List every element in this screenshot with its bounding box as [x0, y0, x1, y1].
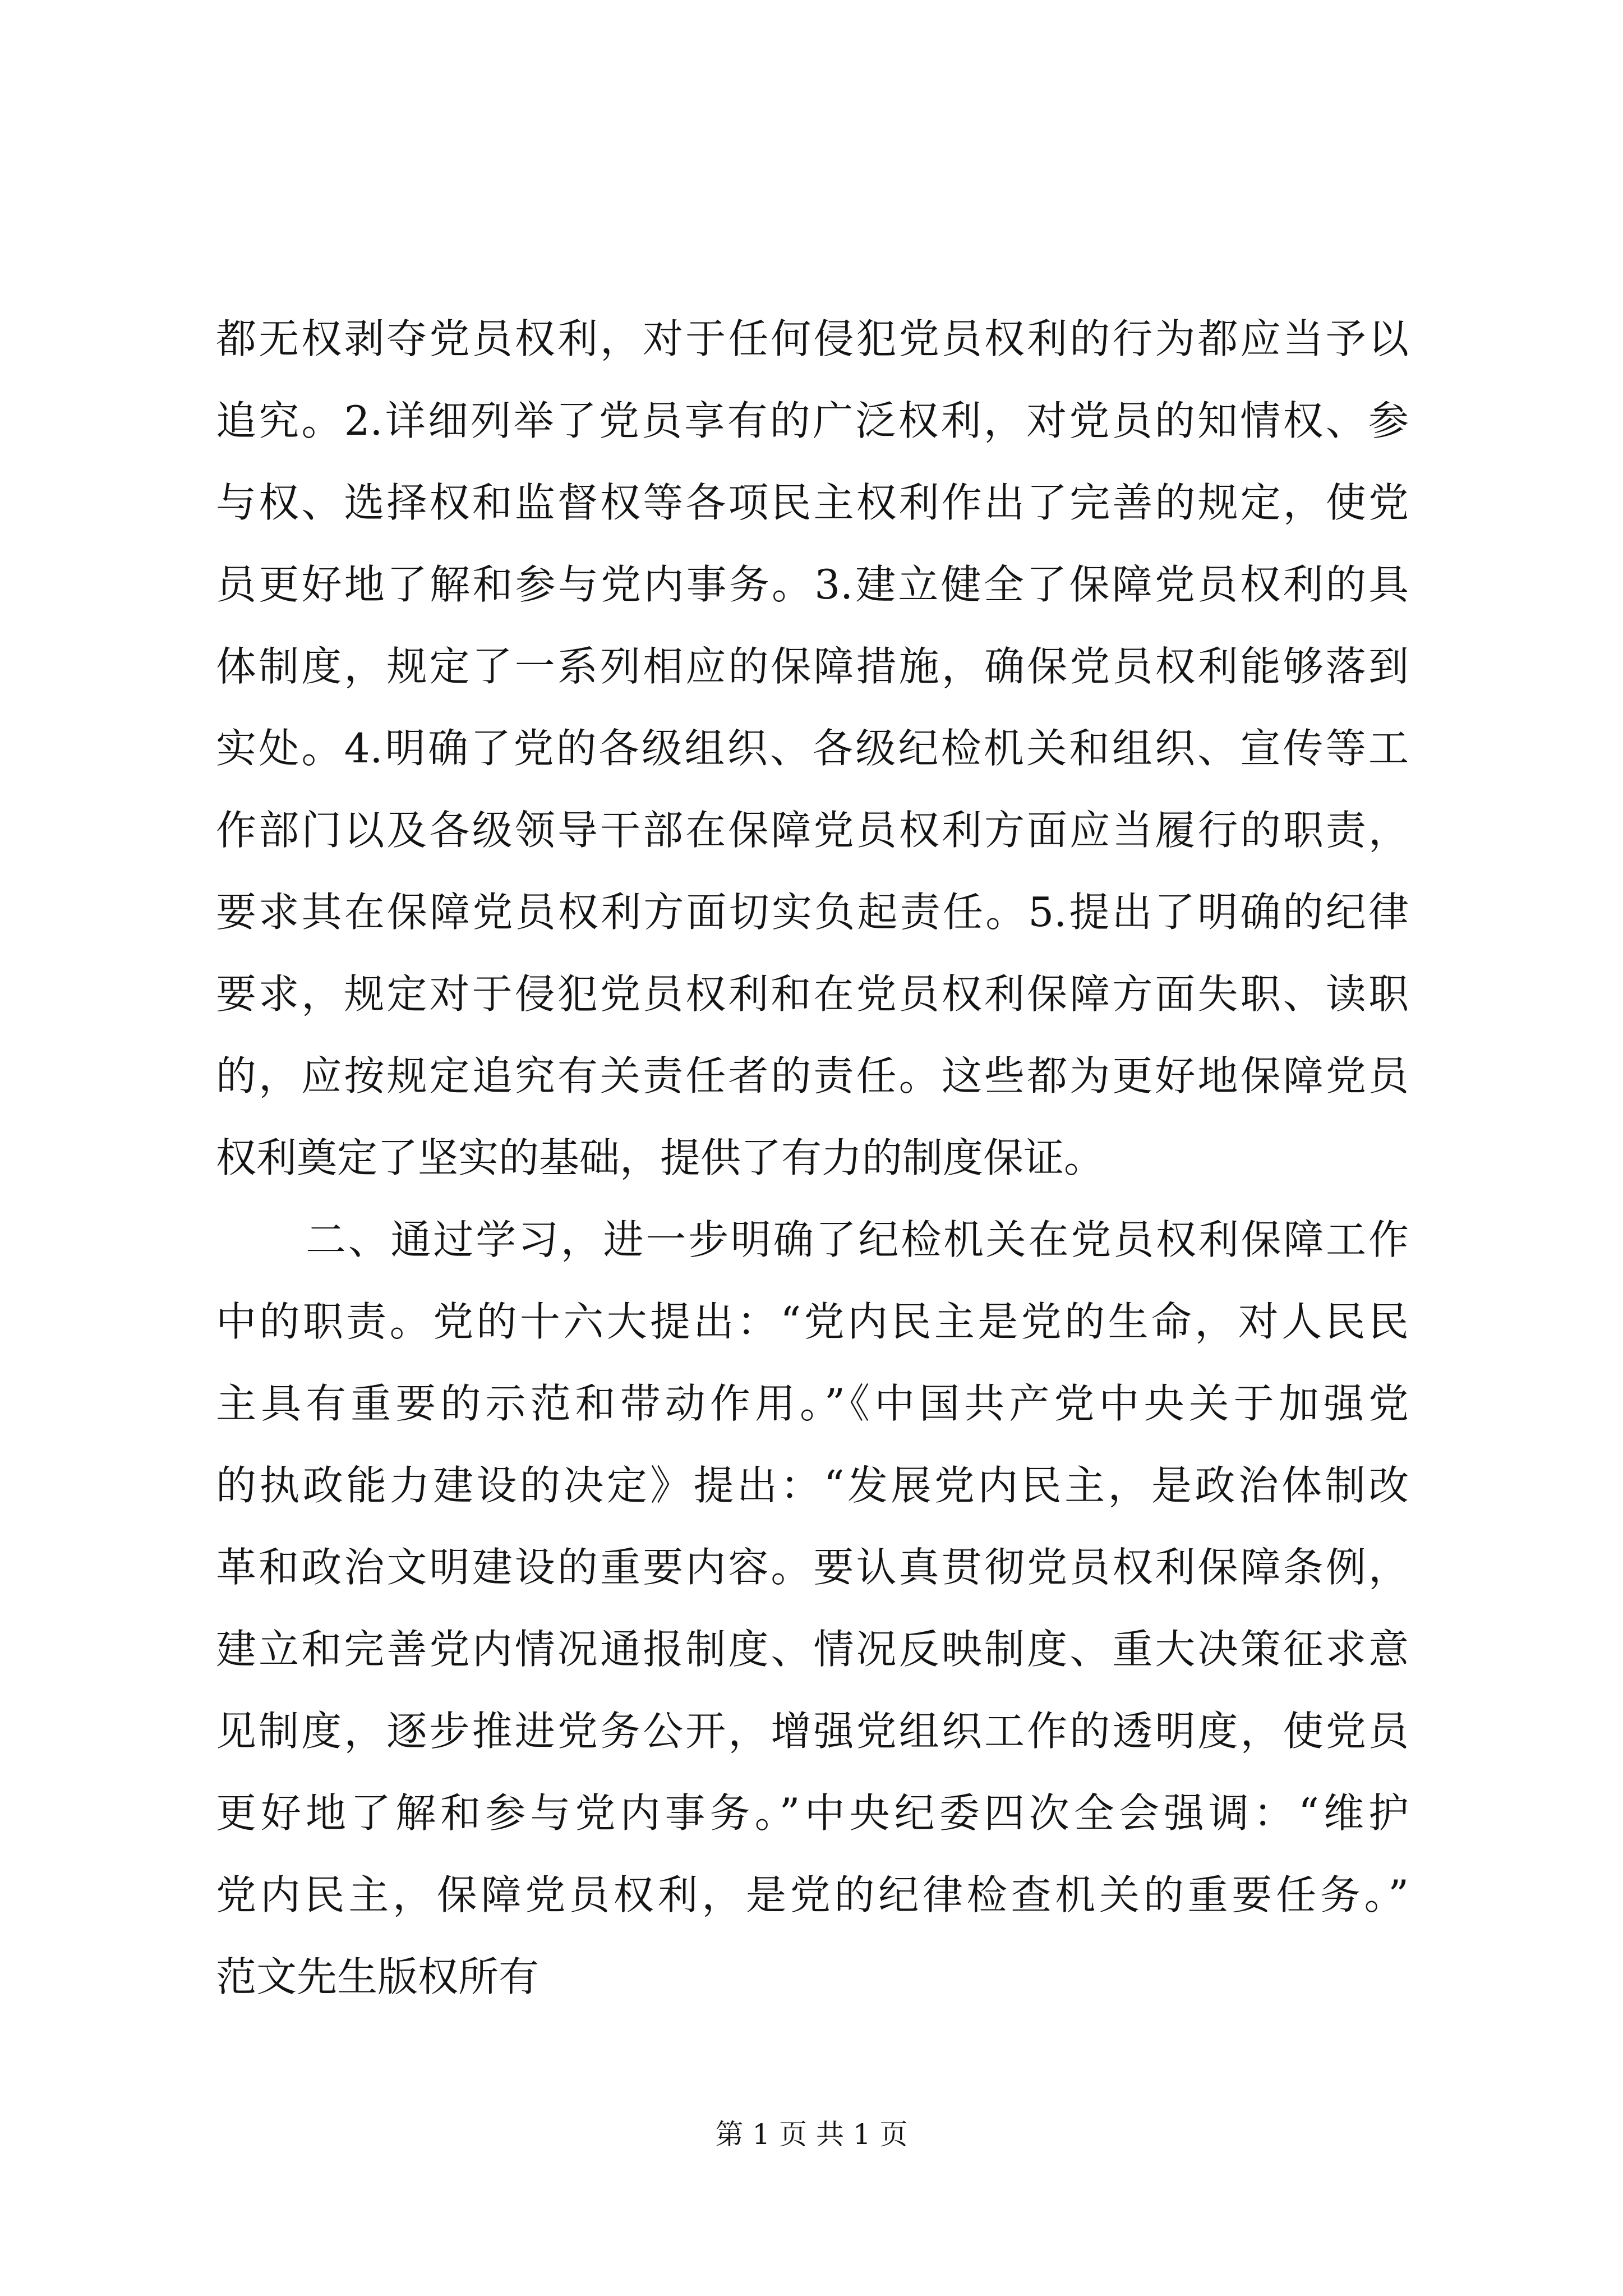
- text-line: 作部门以及各级领导干部在保障党员权利方面应当履行的职责，: [216, 807, 1409, 854]
- text-line: 中的职责。党的十六大提出：“党内民主是党的生命，对人民民: [216, 1298, 1409, 1345]
- text-line: 要求其在保障党员权利方面切实负起责任。5.提出了明确的纪律: [216, 889, 1409, 936]
- text-line: 的，应按规定追究有关责任者的责任。这些都为更好地保障党员: [216, 1052, 1409, 1099]
- paragraph-1: [216, 298, 1409, 1199]
- body-text: [216, 298, 1409, 2018]
- text-line: 范文先生版权所有: [216, 1953, 540, 2000]
- paragraph-2: [216, 1199, 1409, 2018]
- text-line: 更好地了解和参与党内事务。”中央纪委四次全会强调：“维护: [216, 1789, 1409, 1837]
- text-line: 都无权剥夺党员权利，对于任何侵犯党员权利的行为都应当予以: [216, 315, 1409, 362]
- text-line: 实处。4.明确了党的各级组织、各级纪检机关和组织、宣传等工: [216, 725, 1409, 772]
- text-line: 建立和完善党内情况通报制度、情况反映制度、重大决策征求意: [216, 1626, 1409, 1673]
- text-line: 二、通过学习，进一步明确了纪检机关在党员权利保障工作: [306, 1216, 1409, 1263]
- text-line: 主具有重要的示范和带动作用。”《中国共产党中央关于加强党: [216, 1380, 1409, 1427]
- text-line: 追究。2.详细列举了党员享有的广泛权利，对党员的知情权、参: [216, 397, 1409, 444]
- text-line: 体制度，规定了一系列相应的保障措施，确保党员权利能够落到: [216, 643, 1409, 690]
- page-number-footer: 第 1 页 共 1 页: [715, 2118, 908, 2151]
- text-line: 党内民主，保障党员权利，是党的纪律检查机关的重要任务。”: [216, 1871, 1409, 1918]
- text-line: 权利奠定了坚实的基础，提供了有力的制度保证。: [216, 1134, 1105, 1181]
- text-line: 革和政治文明建设的重要内容。要认真贯彻党员权利保障条例，: [216, 1544, 1409, 1591]
- text-line: 要求，规定对于侵犯党员权利和在党员权利保障方面失职、读职: [216, 970, 1409, 1018]
- text-line: 与权、选择权和监督权等各项民主权利作出了完善的规定，使党: [216, 479, 1409, 526]
- text-line: 的执政能力建设的决定》提出：“发展党内民主，是政治体制改: [216, 1462, 1409, 1509]
- text-line: 员更好地了解和参与党内事务。3.建立健全了保障党员权利的具: [216, 561, 1409, 608]
- text-line: 见制度，逐步推进党务公开，增强党组织工作的透明度，使党员: [216, 1708, 1409, 1755]
